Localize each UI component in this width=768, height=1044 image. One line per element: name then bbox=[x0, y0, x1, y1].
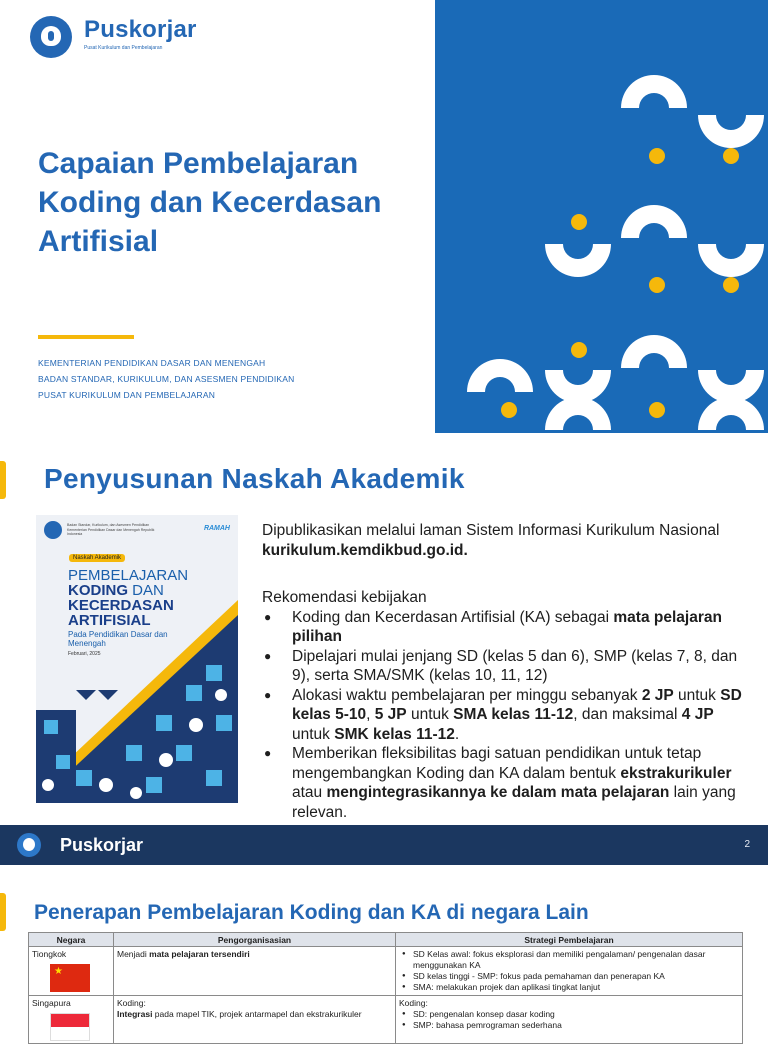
title-accent-bar bbox=[0, 893, 6, 931]
dot-shape bbox=[649, 402, 665, 418]
org-line: BADAN STANDAR, KURIKULUM, DAN ASESMEN PENDIDIKAN bbox=[38, 374, 295, 384]
recommendation-list bbox=[262, 608, 742, 823]
puskurjar-logo bbox=[30, 16, 197, 58]
bowl-shape bbox=[698, 115, 764, 148]
dot-shape bbox=[649, 148, 665, 164]
brand-subtitle: Pusat Kurikulum dan Pembelajaran bbox=[84, 45, 163, 51]
list-item: ● Alokasi waktu pembelajaran per minggu sebanyak 2 JP untuk SD kelas 5-10, 5 JP untuk SMA kelas 11-12, dan maksimal 4 JP untuk SMK kelas 11-12. bbox=[262, 686, 742, 745]
page-number: 2 bbox=[744, 839, 750, 850]
organization-cell: Menjadi mata pelajaran tersendiri bbox=[114, 947, 396, 996]
dot-shape bbox=[571, 342, 587, 358]
bowl-shape bbox=[698, 244, 764, 277]
dot-shape bbox=[723, 148, 739, 164]
list-item: ● SMA: melakukan projek dan aplikasi tingkat lanjut bbox=[399, 982, 739, 993]
organization-lines bbox=[38, 355, 294, 403]
singapore-flag-icon bbox=[50, 1013, 90, 1041]
strategy-cell bbox=[396, 947, 743, 996]
bowl-shape bbox=[545, 244, 611, 277]
academic-paper-slide bbox=[0, 441, 768, 865]
decorative-panel bbox=[435, 0, 768, 433]
list-item: ● SD Kelas awal: fokus eksplorasi dan memiliki pengalaman/ pengenalan dasar menggunakan KA bbox=[399, 949, 739, 971]
arch-shape bbox=[467, 359, 533, 392]
slide-footer bbox=[0, 825, 768, 865]
presentation-title: Capaian Pembelajaran Koding dan Kecerdasan Artifisial bbox=[38, 147, 382, 258]
country-comparison-table bbox=[28, 932, 743, 1044]
arch-shape bbox=[621, 205, 687, 238]
title-slide bbox=[0, 0, 768, 433]
china-flag-icon bbox=[50, 964, 90, 992]
list-item: ● Koding dan Kecerdasan Artifisial (KA) sebagai mata pelajaran pilihan bbox=[262, 608, 742, 647]
strategy-cell: Koding: ● SD: pengenalan konsep dasar koding ● SMP: bahasa pemrograman sederhana bbox=[396, 996, 743, 1044]
dot-shape bbox=[501, 402, 517, 418]
cover-title-line: ARTIFISIAL bbox=[68, 612, 151, 629]
list-item: ● SMP: bahasa pemrograman sederhana bbox=[399, 1020, 739, 1031]
list-item: ● Memberikan fleksibilitas bagi satuan pendidikan untuk tetap mengembangkan Koding dan KA dalam bentuk ekstrakurikuler atau mengintegrasikannya ke dalam mata pelajaran lain yang relevan. bbox=[262, 744, 742, 822]
dot-shape bbox=[649, 277, 665, 293]
recommendation-heading: Rekomendasi kebijakan bbox=[262, 589, 427, 606]
tut-wuri-emblem-icon bbox=[30, 16, 72, 58]
cover-date: Februari, 2025 bbox=[68, 651, 101, 657]
dot-shape bbox=[571, 214, 587, 230]
list-item: ● SD kelas tinggi - SMP: fokus pada pemahaman dan penerapan KA bbox=[399, 971, 739, 982]
curriculum-link[interactable]: kurikulum.kemdikbud.go.id. bbox=[262, 541, 468, 559]
title-accent-bar bbox=[0, 461, 6, 499]
arch-shape bbox=[621, 75, 687, 108]
ramah-badge: RAMAH bbox=[203, 525, 230, 532]
arch-shape bbox=[545, 397, 611, 430]
slide-title: Penyusunan Naskah Akademik bbox=[44, 463, 465, 494]
table-row bbox=[29, 947, 743, 996]
cover-emblem-icon bbox=[44, 521, 62, 539]
intro-text: Dipublikasikan melalui laman Sistem Informasi Kurikulum Nasional kurikulum.kemdikbud.go.id. bbox=[262, 522, 720, 559]
column-header: Pengorganisasian bbox=[114, 933, 396, 947]
organization-cell: Koding: Integrasi pada mapel TIK, projek antarmapel dan ekstrakurikuler bbox=[114, 996, 396, 1044]
list-item: ● SD: pengenalan konsep dasar koding bbox=[399, 1009, 739, 1020]
org-line: KEMENTERIAN PENDIDIKAN DASAR DAN MENENGAH bbox=[38, 358, 266, 368]
title-divider bbox=[38, 335, 134, 339]
footer-brand: Puskorjar bbox=[60, 835, 144, 855]
dot-shape bbox=[723, 277, 739, 293]
cover-pattern-icon bbox=[36, 515, 238, 803]
cover-org: Badan Standar, Kurikulum, dan Asesmen Pendidikan Kementerian Pendidikan Dasar dan Menengah Republik Indonesia bbox=[67, 523, 155, 537]
list-item: ● Dipelajari mulai jenjang SD (kelas 5 dan 6), SMP (kelas 7, 8, dan 9), serta SMA/SMK (kelas 10, 11, 12) bbox=[262, 647, 742, 686]
footer-emblem-icon bbox=[17, 833, 41, 857]
cover-title-line: KECERDASAN bbox=[68, 597, 174, 614]
slide-title: Penerapan Pembelajaran Koding dan KA di negara Lain bbox=[34, 901, 589, 924]
arch-shape bbox=[621, 335, 687, 368]
country-name: Tiongkok bbox=[32, 949, 67, 959]
document-cover-image bbox=[36, 515, 238, 803]
brand-name: Puskorjar bbox=[84, 16, 197, 43]
column-header: Negara bbox=[29, 933, 114, 947]
country-name: Singapura bbox=[32, 998, 71, 1008]
publication-info bbox=[262, 521, 742, 822]
decorative-pattern-icon bbox=[435, 0, 768, 433]
cover-title-line: KODING DAN bbox=[68, 582, 164, 599]
cover-tag: Naskah Akademik bbox=[69, 554, 125, 562]
comparison-slide bbox=[0, 873, 768, 1030]
arch-shape bbox=[698, 397, 764, 430]
cover-title-line: PEMBELAJARAN bbox=[68, 567, 189, 584]
table-header-row bbox=[29, 933, 743, 947]
table-row bbox=[29, 996, 743, 1044]
column-header: Strategi Pembelajaran bbox=[396, 933, 743, 947]
org-line: PUSAT KURIKULUM DAN PEMBELAJARAN bbox=[38, 390, 216, 400]
cover-subtitle: Pada Pendidikan Dasar dan Menengah bbox=[68, 630, 168, 648]
